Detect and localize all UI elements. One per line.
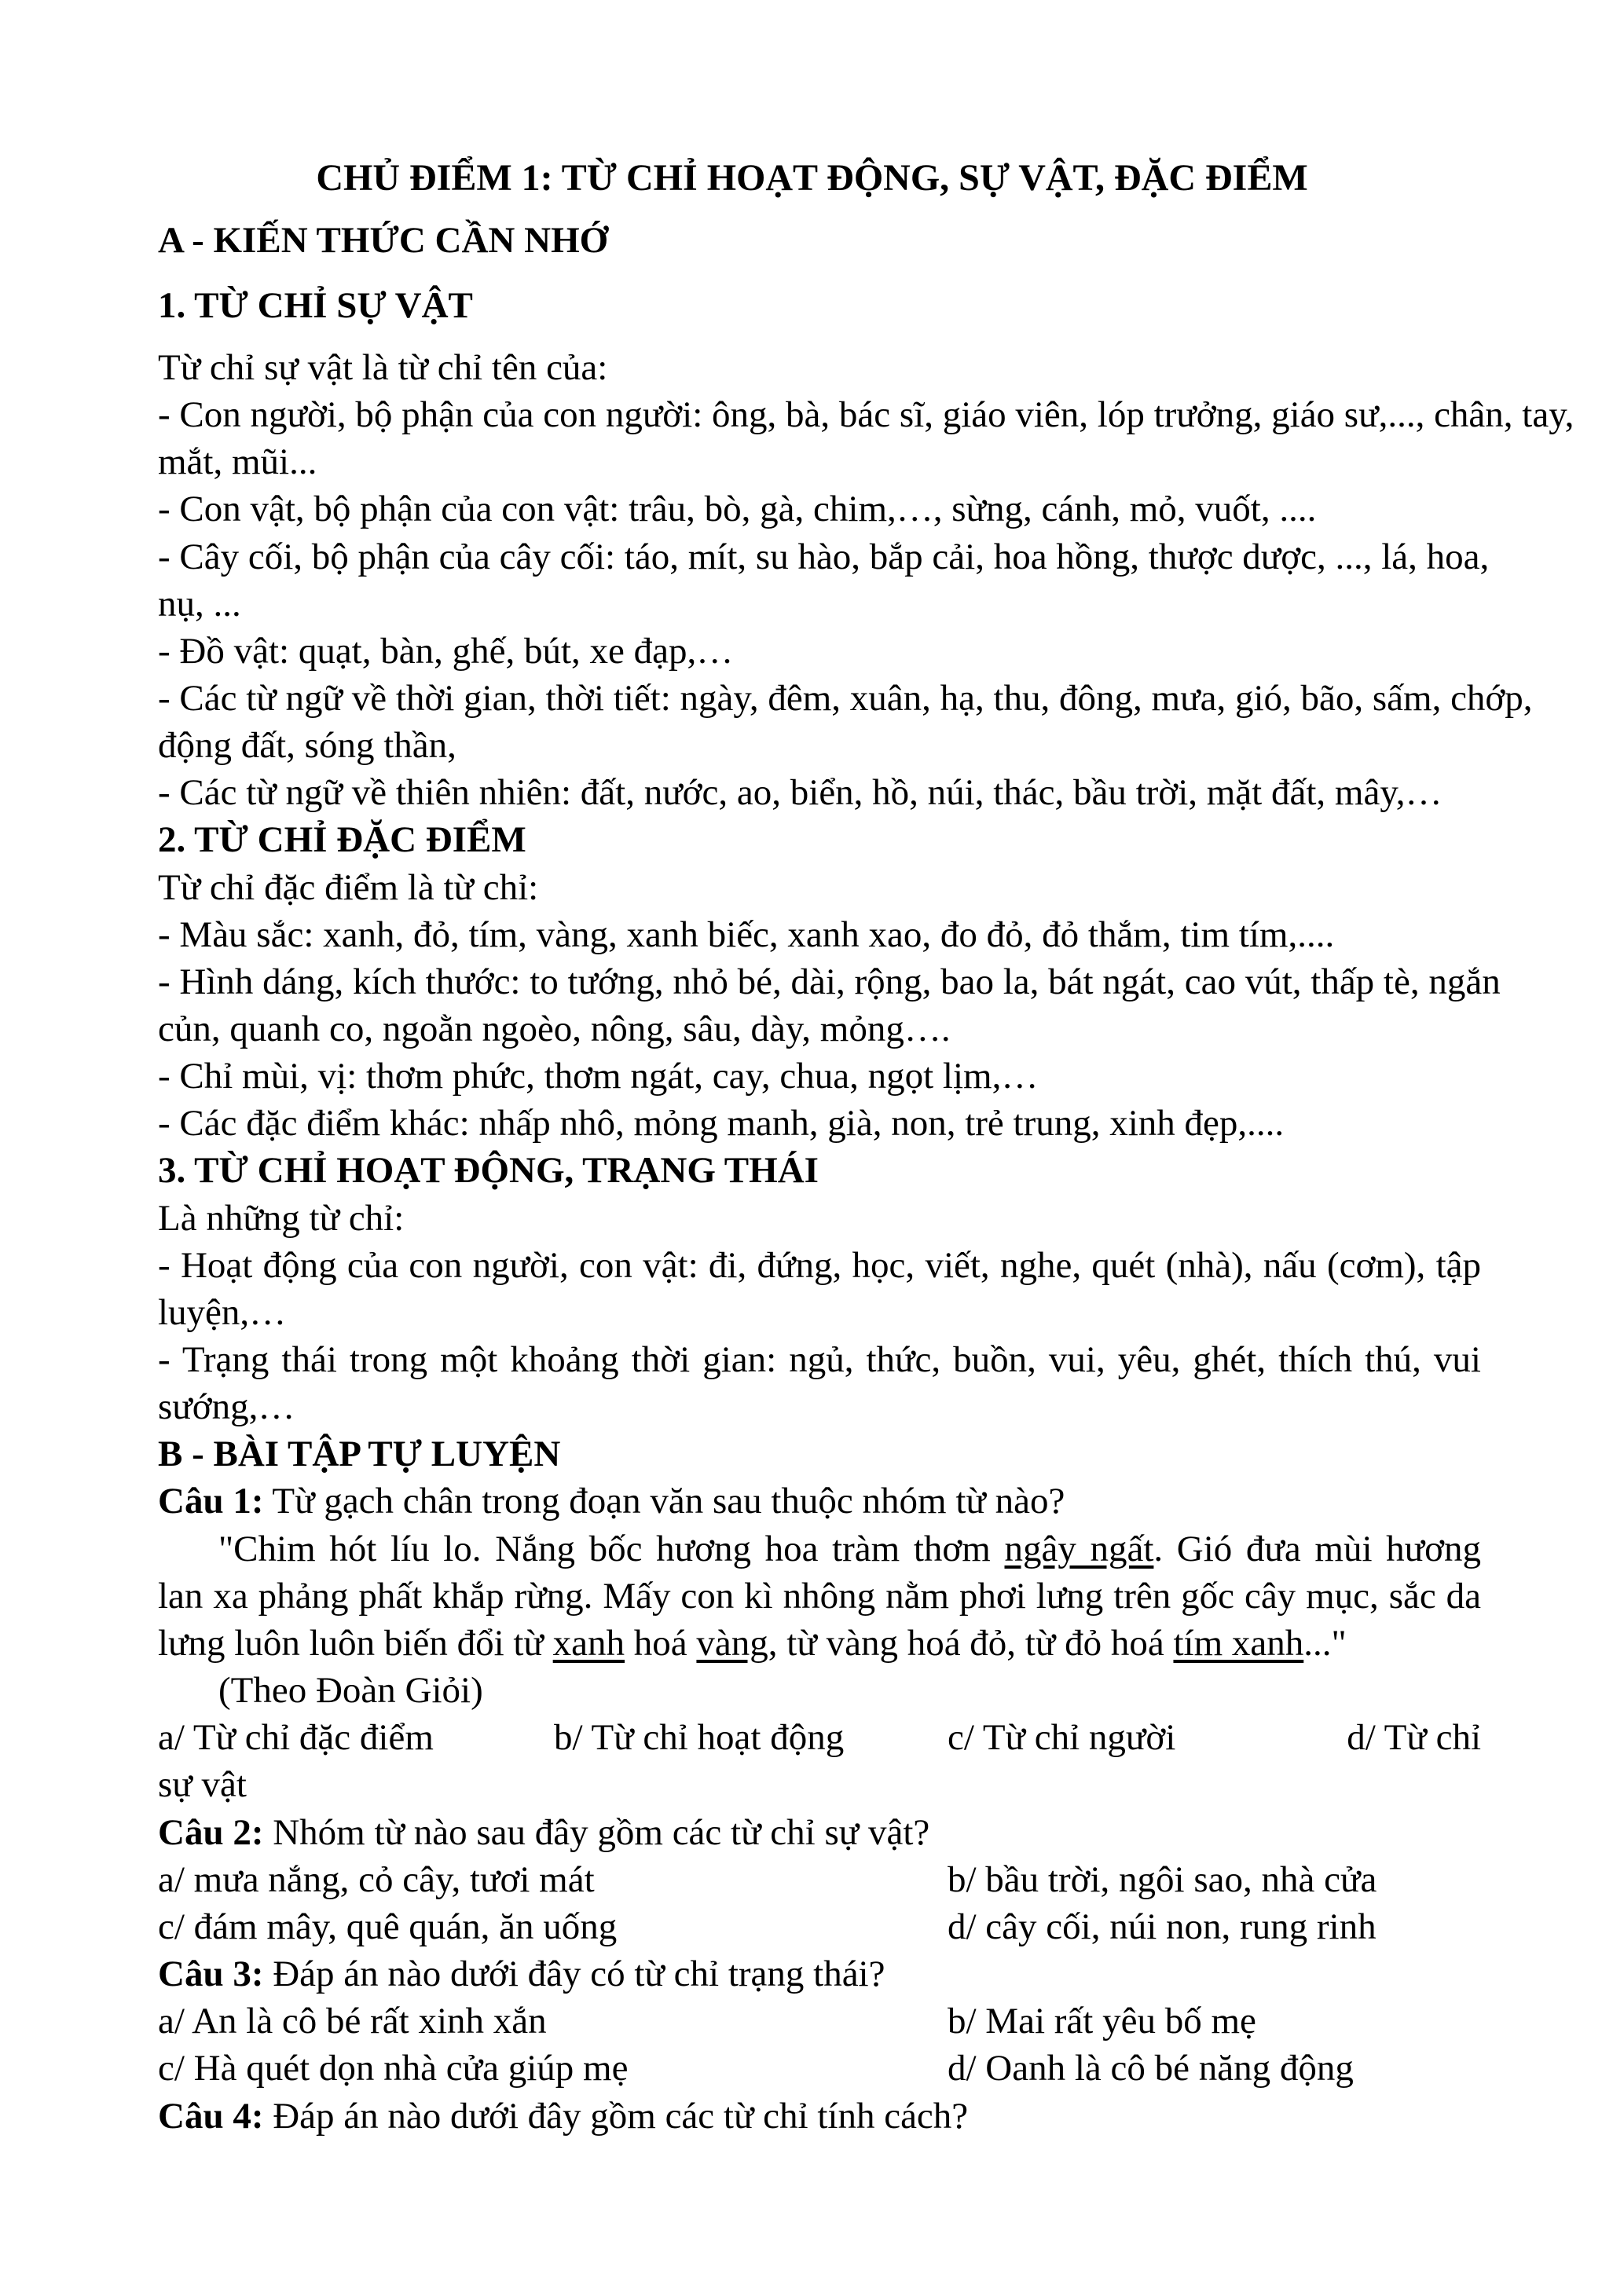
text-line: - Các đặc điểm khác: nhấp nhô, mỏng manh, già, non, trẻ trung, xinh đẹp,.... <box>158 1103 1285 1144</box>
text-line: mắt, mũi... <box>158 441 317 482</box>
option-c[interactable]: c/ Hà quét dọn nhà cửa giúp mẹ <box>158 2048 629 2089</box>
option-d[interactable]: d/ Oanh là cô bé năng động <box>948 2048 1354 2089</box>
underlined-word: ngây ngất <box>1004 1529 1154 1569</box>
option-d[interactable]: d/ cây cối, núi non, rung rinh <box>948 1906 1377 1947</box>
section-b-heading: B - BÀI TẬP TỰ LUYỆN <box>158 1434 561 1474</box>
q3-options-row <box>158 2045 1481 2092</box>
option-a[interactable]: a/ An là cô bé rất xinh xắn <box>158 2001 547 2041</box>
option-a[interactable]: a/ mưa nắng, cỏ cây, tươi mát <box>158 1859 595 1900</box>
text-line: - Màu sắc: xanh, đỏ, tím, vàng, xanh biếc, xanh xao, đo đỏ, đỏ thắm, tim tím,.... <box>158 914 1335 955</box>
text-line: Từ chỉ đặc điểm là từ chỉ: <box>158 867 539 908</box>
underlined-word: tím xanh <box>1173 1623 1304 1664</box>
question-label: Câu 3: <box>158 1954 264 1994</box>
option-c[interactable]: c/ Từ chỉ người <box>948 1717 1176 1758</box>
quote-line: lan xa phảng phất khắp rừng. Mấy con kì nhông nằm phơi lưng trên gốc cây mục, sắc da <box>158 1576 1481 1617</box>
text-line: - Hoạt động của con người, con vật: đi, đứng, học, viết, nghe, quét (nhà), nấu (cơm), tập <box>158 1245 1481 1286</box>
text-line: - Con vật, bộ phận của con vật: trâu, bò, gà, chim,…, sừng, cánh, mỏ, vuốt, .... <box>158 489 1317 529</box>
text-line: - Trạng thái trong một khoảng thời gian: ngủ, thức, buồn, vui, yêu, ghét, thích thú, vui <box>158 1339 1481 1380</box>
quote-text: . Gió đưa mùi hương <box>1153 1529 1481 1569</box>
quote-line <box>158 1620 1347 1667</box>
page-title: CHỦ ĐIỂM 1: TỪ CHỈ HOẠT ĐỘNG, SỰ VẬT, ĐẶC ĐIỂM <box>316 157 1308 199</box>
text-line: củn, quanh co, ngoằn ngoèo, nông, sâu, dày, mỏng…. <box>158 1009 951 1049</box>
underlined-word: xanh <box>552 1623 625 1664</box>
option-d[interactable]: d/ Từ chỉ <box>1347 1717 1481 1758</box>
text-line: luyện,… <box>158 1292 287 1333</box>
question-text: Nhóm từ nào sau đây gồm các từ chỉ sự vật? <box>263 1812 930 1853</box>
text-line: - Chỉ mùi, vị: thơm phức, thơm ngát, cay, chua, ngọt lịm,… <box>158 1056 1039 1097</box>
text-line: - Đồ vật: quạt, bàn, ghế, bút, xe đạp,… <box>158 631 734 672</box>
q2-options-row <box>158 1856 1481 1903</box>
question-label: Câu 4: <box>158 2096 264 2137</box>
underlined-word: vàng <box>696 1623 768 1664</box>
question-3 <box>158 1950 885 1998</box>
option-c[interactable]: c/ đám mây, quê quán, ăn uống <box>158 1906 618 1947</box>
option-a[interactable]: a/ Từ chỉ đặc điểm <box>158 1717 434 1758</box>
text-line: động đất, sóng thần, <box>158 725 456 766</box>
q2-options-row <box>158 1903 1481 1950</box>
text-line: Từ chỉ sự vật là từ chỉ tên của: <box>158 347 608 388</box>
part2-heading: 2. TỪ CHỈ ĐẶC ĐIỂM <box>158 819 526 860</box>
quote-text: hoá <box>625 1623 697 1664</box>
question-text: Đáp án nào dưới đây gồm các từ chỉ tính cách? <box>263 2096 969 2137</box>
question-text: Đáp án nào dưới đây có từ chỉ trạng thái? <box>263 1954 885 1994</box>
quote-text: , từ vàng hoá đỏ, từ đỏ hoá <box>768 1623 1174 1664</box>
text-line: - Cây cối, bộ phận của cây cối: táo, mít, su hào, bắp cải, hoa hồng, thược dược, ..., lá, hoa, <box>158 536 1490 577</box>
option-d-continued: sự vật <box>158 1764 247 1805</box>
question-2 <box>158 1809 929 1856</box>
question-4 <box>158 2093 968 2140</box>
q3-options-row <box>158 1998 1481 2045</box>
quote-text: lưng luôn luôn biến đổi từ <box>158 1623 553 1664</box>
quote-line <box>218 1525 1481 1573</box>
option-b[interactable]: b/ Từ chỉ hoạt động <box>554 1717 845 1758</box>
part1-heading: 1. TỪ CHỈ SỰ VẬT <box>158 285 473 326</box>
text-line: sướng,… <box>158 1386 295 1427</box>
option-b[interactable]: b/ Mai rất yêu bố mẹ <box>948 2001 1256 2041</box>
q1-options <box>158 1714 1481 1761</box>
part3-heading: 3. TỪ CHỈ HOẠT ĐỘNG, TRẠNG THÁI <box>158 1150 819 1191</box>
text-line: - Các từ ngữ về thời gian, thời tiết: ngày, đêm, xuân, hạ, thu, đông, mưa, gió, bão, sấm, chớp, <box>158 678 1533 719</box>
quote-text: ..." <box>1303 1623 1347 1664</box>
question-text: Từ gạch chân trong đoạn văn sau thuộc nhóm từ nào? <box>263 1481 1065 1522</box>
text-line: - Các từ ngữ về thiên nhiên: đất, nước, ao, biển, hồ, núi, thác, bầu trời, mặt đất, mây,… <box>158 772 1443 813</box>
section-a-heading: A - KIẾN THỨC CẦN NHỚ <box>158 220 609 261</box>
question-label: Câu 2: <box>158 1812 264 1853</box>
quote-text: "Chim hót líu lo. Nắng bốc hương hoa tràm thơm <box>218 1529 1005 1569</box>
question-label: Câu 1: <box>158 1481 264 1522</box>
option-b[interactable]: b/ bầu trời, ngôi sao, nhà cửa <box>948 1859 1377 1900</box>
text-line: - Hình dáng, kích thước: to tướng, nhỏ bé, dài, rộng, bao la, bát ngát, cao vút, thấp tè, ngắn <box>158 961 1501 1002</box>
quote-source: (Theo Đoàn Giỏi) <box>218 1670 483 1711</box>
text-line: - Con người, bộ phận của con người: ông, bà, bác sĩ, giáo viên, lóp trưởng, giáo sư,..., chân, tay, <box>158 394 1575 435</box>
text-line: nụ, ... <box>158 584 241 624</box>
question-1 <box>158 1478 1065 1525</box>
text-line: Là những từ chỉ: <box>158 1198 405 1239</box>
